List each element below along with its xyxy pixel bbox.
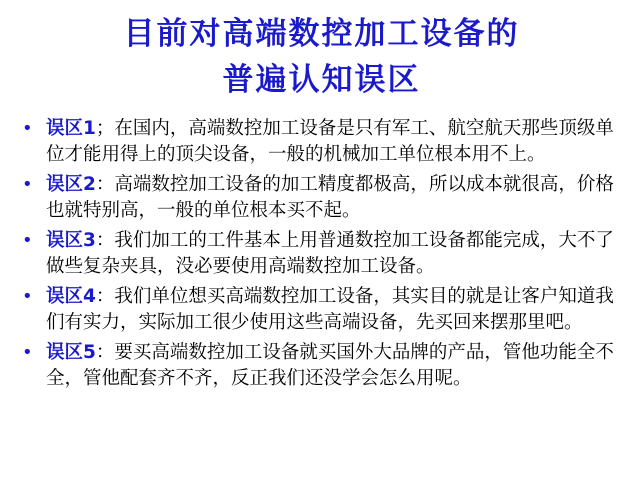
myth-label: 误区3 — [46, 230, 96, 251]
myth-item-3 — [20, 228, 620, 280]
myth-item-4 — [20, 284, 620, 336]
myth-text: 我们加工的工件基本上用普通数控加工设备都能完成，大不了做些复杂夹具，没必要使用高端数控加工设备。 — [46, 230, 614, 277]
myth-text: 我们单位想买高端数控加工设备，其实目的就是让客户知道我们有实力，实际加工很少使用这些高端设备，先买回来摆那里吧。 — [46, 286, 614, 333]
title-line-2: 普遍认知误区 — [222, 62, 421, 98]
myth-item-2 — [20, 172, 620, 224]
myth-label: 误区2 — [46, 174, 96, 195]
myth-label: 误区5 — [46, 342, 96, 363]
bullet-dot-icon: • — [22, 342, 33, 363]
bullet-dot-icon: • — [22, 174, 33, 195]
bullet-dot-icon: • — [22, 118, 33, 139]
bullet-dot-icon: • — [22, 230, 33, 251]
myth-separator: ； — [95, 118, 115, 139]
myth-item-1 — [20, 116, 620, 168]
myth-list — [20, 116, 620, 396]
myth-text: 要买高端数控加工设备就买国外大品牌的产品，管他功能全不全，管他配套齐不齐，反正我们还没学会怎么用呢。 — [46, 342, 614, 389]
myth-item-5 — [20, 340, 620, 392]
myth-separator: ： — [95, 342, 115, 363]
myth-text: 高端数控加工设备的加工精度都极高，所以成本就很高，价格也就特别高，一般的单位根本买不起。 — [46, 174, 614, 221]
title-line-1: 目前对高端数控加工设备的 — [123, 16, 520, 52]
myth-separator: ： — [95, 174, 115, 195]
myth-separator: ： — [95, 230, 115, 251]
myth-label: 误区1 — [46, 118, 96, 139]
myth-text: 在国内，高端数控加工设备是只有军工、航空航天那些顶级单位才能用得上的顶尖设备，一般的机械加工单位根本用不上。 — [46, 118, 614, 165]
bullet-dot-icon: • — [22, 286, 33, 307]
myth-label: 误区4 — [46, 286, 96, 307]
myth-separator: ： — [95, 286, 115, 307]
